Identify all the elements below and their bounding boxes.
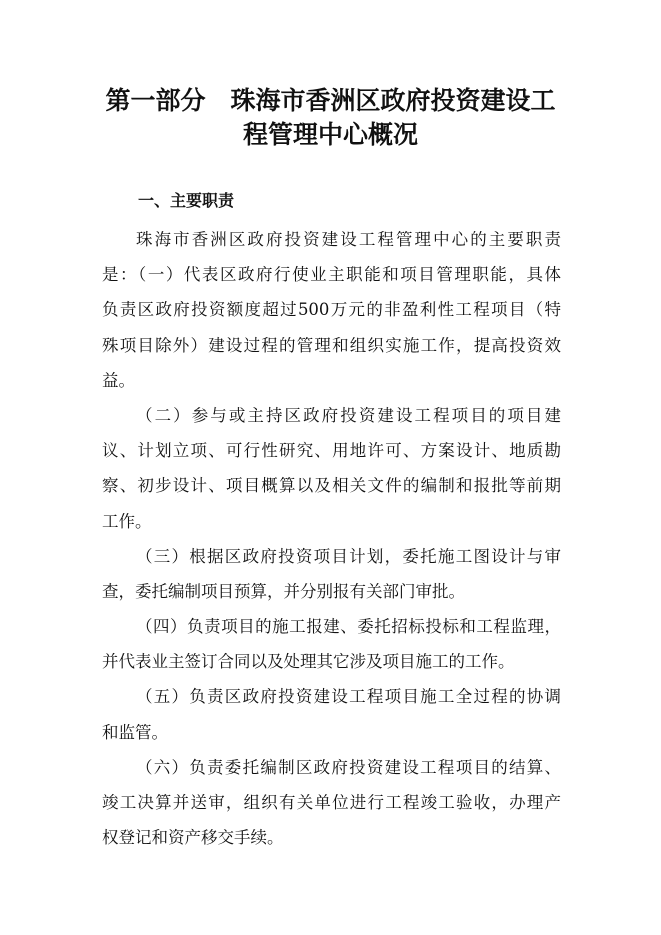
paragraph xyxy=(102,398,561,539)
paragraph-line: 是：（一）代表区政府行使业主职能和项目管理职能，具体 xyxy=(102,265,561,285)
page-title-line-2: 程管理中心概况 xyxy=(242,120,418,149)
paragraph-line: 珠海市香洲区政府投资建设工程管理中心的主要职责 xyxy=(136,230,561,249)
page-title-line-1: 第一部分 珠海市香洲区政府投资建设工 xyxy=(105,86,556,115)
paragraph-line: （五）负责区政府投资建设工程项目施工全过程的协调 xyxy=(136,687,561,707)
paragraph-line: 察、初步设计、项目概算以及相关文件的编制和报批等前期 xyxy=(102,476,561,496)
paragraph xyxy=(102,222,561,398)
paragraph-line: 并代表业主签订合同以及处理其它涉及项目施工的工作。 xyxy=(102,652,515,672)
paragraph xyxy=(102,750,561,856)
paragraph-line: 工作。 xyxy=(102,511,152,531)
paragraph-line: （三）根据区政府投资项目计划，委托施工图设计与审 xyxy=(136,546,561,566)
paragraph xyxy=(102,609,561,679)
paragraph-line: 殊项目除外）建设过程的管理和组织实施工作，提高投资效 xyxy=(102,335,561,355)
paragraph xyxy=(102,679,561,749)
document-body xyxy=(102,222,561,855)
paragraph-line: （二）参与或主持区政府投资建设工程项目的项目建 xyxy=(136,405,561,425)
paragraph-line: 和监管。 xyxy=(102,722,168,742)
section-heading: 一、主要职责 xyxy=(138,191,235,210)
paragraph-line: （四）负责项目的施工报建、委托招标投标和工程监理， xyxy=(136,617,561,637)
paragraph-line: （六）负责委托编制区政府投资建设工程项目的结算、 xyxy=(136,757,561,777)
paragraph-line: 负责区政府投资额度超过500万元的非盈利性工程项目（特 xyxy=(102,300,561,320)
paragraph-line: 益。 xyxy=(102,370,135,390)
paragraph xyxy=(102,539,561,609)
paragraph-line: 查，委托编制项目预算，并分别报有关部门审批。 xyxy=(102,581,465,601)
paragraph-line: 议、计划立项、可行性研究、用地许可、方案设计、地质勘 xyxy=(102,441,561,461)
paragraph-line: 竣工决算并送审，组织有关单位进行工程竣工验收，办理产 xyxy=(102,793,561,812)
paragraph-line: 权登记和资产移交手续。 xyxy=(102,828,284,848)
